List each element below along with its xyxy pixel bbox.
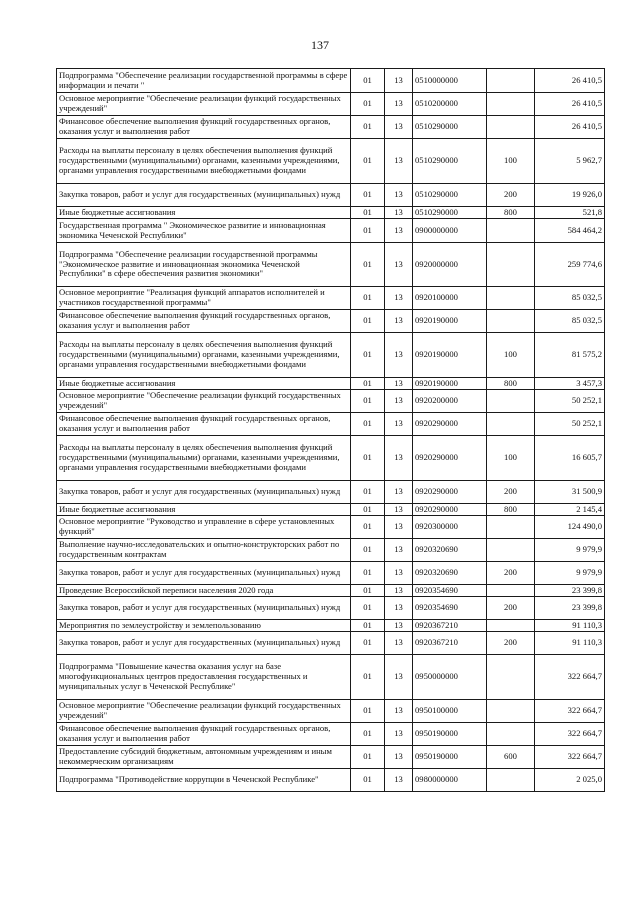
table-row xyxy=(57,287,605,310)
row-section: 01 xyxy=(351,700,385,723)
row-name: Финансовое обеспечение выполнения функций государственных органов, оказания услуг и выполнения работ xyxy=(57,116,351,139)
row-expense-type xyxy=(487,390,535,413)
row-subsection: 13 xyxy=(385,620,413,632)
row-expense-type: 800 xyxy=(487,504,535,516)
row-subsection: 13 xyxy=(385,597,413,620)
row-expense-type xyxy=(487,93,535,116)
table-row xyxy=(57,139,605,184)
row-expense-type xyxy=(487,620,535,632)
row-subsection: 13 xyxy=(385,139,413,184)
row-name: Закупка товаров, работ и услуг для государственных (муниципальных) нужд xyxy=(57,184,351,207)
row-amount: 26 410,5 xyxy=(535,93,605,116)
row-subsection: 13 xyxy=(385,504,413,516)
row-expense-type xyxy=(487,585,535,597)
table-row xyxy=(57,504,605,516)
row-section: 01 xyxy=(351,116,385,139)
table-row xyxy=(57,655,605,700)
row-section: 01 xyxy=(351,516,385,539)
row-name: Закупка товаров, работ и услуг для государственных (муниципальных) нужд xyxy=(57,632,351,655)
row-expense-type xyxy=(487,655,535,700)
row-section: 01 xyxy=(351,184,385,207)
row-target-code: 0920290000 xyxy=(413,436,487,481)
row-name: Предоставление субсидий бюджетным, автономным учреждениям и иным некоммерческим организациям xyxy=(57,746,351,769)
row-amount: 50 252,1 xyxy=(535,390,605,413)
row-subsection: 13 xyxy=(385,481,413,504)
row-subsection: 13 xyxy=(385,93,413,116)
row-subsection: 13 xyxy=(385,310,413,333)
row-target-code: 0920290000 xyxy=(413,504,487,516)
row-section: 01 xyxy=(351,769,385,792)
row-section: 01 xyxy=(351,219,385,243)
row-name: Мероприятия по землеустройству и землепользованию xyxy=(57,620,351,632)
row-amount: 19 926,0 xyxy=(535,184,605,207)
row-target-code: 0510290000 xyxy=(413,207,487,219)
row-section: 01 xyxy=(351,504,385,516)
row-subsection: 13 xyxy=(385,287,413,310)
row-name: Иные бюджетные ассигнования xyxy=(57,378,351,390)
table-row xyxy=(57,539,605,562)
table-row xyxy=(57,243,605,287)
row-amount: 85 032,5 xyxy=(535,287,605,310)
row-section: 01 xyxy=(351,310,385,333)
row-target-code: 0950000000 xyxy=(413,655,487,700)
table-row xyxy=(57,333,605,378)
table-row xyxy=(57,184,605,207)
row-amount: 50 252,1 xyxy=(535,413,605,436)
row-name: Иные бюджетные ассигнования xyxy=(57,207,351,219)
row-section: 01 xyxy=(351,207,385,219)
row-target-code: 0950190000 xyxy=(413,723,487,746)
table-row xyxy=(57,69,605,93)
row-name: Подпрограмма "Противодействие коррупции в Чеченской Республике" xyxy=(57,769,351,792)
row-section: 01 xyxy=(351,390,385,413)
row-target-code: 0920290000 xyxy=(413,481,487,504)
row-target-code: 0920290000 xyxy=(413,413,487,436)
row-name: Иные бюджетные ассигнования xyxy=(57,504,351,516)
table-row xyxy=(57,769,605,792)
row-name: Государственная программа " Экономическое развитие и инновационная экономика Чеченской Республики" xyxy=(57,219,351,243)
row-expense-type xyxy=(487,310,535,333)
budget-table-body xyxy=(57,69,605,792)
table-row xyxy=(57,310,605,333)
row-subsection: 13 xyxy=(385,516,413,539)
row-subsection: 13 xyxy=(385,116,413,139)
row-name: Подпрограмма "Обеспечение реализации государственной программы "Экономическое развитие и инновационная экономика Чеченской Республики" в сфере обеспечения развития экономики" xyxy=(57,243,351,287)
row-section: 01 xyxy=(351,413,385,436)
row-subsection: 13 xyxy=(385,746,413,769)
table-row xyxy=(57,562,605,585)
row-expense-type: 800 xyxy=(487,378,535,390)
row-amount: 259 774,6 xyxy=(535,243,605,287)
row-amount: 85 032,5 xyxy=(535,310,605,333)
row-target-code: 0920190000 xyxy=(413,333,487,378)
row-name: Финансовое обеспечение выполнения функций государственных органов, оказания услуг и выполнения работ xyxy=(57,723,351,746)
row-subsection: 13 xyxy=(385,243,413,287)
row-target-code: 0900000000 xyxy=(413,219,487,243)
row-target-code: 0950100000 xyxy=(413,700,487,723)
row-section: 01 xyxy=(351,723,385,746)
row-amount: 124 490,0 xyxy=(535,516,605,539)
row-target-code: 0920367210 xyxy=(413,620,487,632)
row-target-code: 0920354690 xyxy=(413,597,487,620)
row-target-code: 0950190000 xyxy=(413,746,487,769)
row-expense-type xyxy=(487,69,535,93)
row-subsection: 13 xyxy=(385,585,413,597)
table-row xyxy=(57,700,605,723)
row-amount: 584 464,2 xyxy=(535,219,605,243)
row-section: 01 xyxy=(351,562,385,585)
row-name: Основное мероприятие "Реализация функций аппаратов исполнителей и участников государственной программы" xyxy=(57,287,351,310)
row-expense-type xyxy=(487,516,535,539)
row-name: Основное мероприятие "Руководство и управление в сфере установленных функций" xyxy=(57,516,351,539)
row-name: Подпрограмма "Обеспечение реализации государственной программы в сфере информации и печати " xyxy=(57,69,351,93)
row-section: 01 xyxy=(351,481,385,504)
row-section: 01 xyxy=(351,378,385,390)
row-section: 01 xyxy=(351,539,385,562)
row-expense-type xyxy=(487,219,535,243)
row-amount: 9 979,9 xyxy=(535,562,605,585)
row-expense-type xyxy=(487,700,535,723)
table-row xyxy=(57,390,605,413)
table-row xyxy=(57,723,605,746)
row-target-code: 0510290000 xyxy=(413,139,487,184)
row-amount: 322 664,7 xyxy=(535,655,605,700)
row-expense-type: 200 xyxy=(487,562,535,585)
row-subsection: 13 xyxy=(385,207,413,219)
row-name: Закупка товаров, работ и услуг для государственных (муниципальных) нужд xyxy=(57,481,351,504)
row-amount: 322 664,7 xyxy=(535,700,605,723)
row-section: 01 xyxy=(351,139,385,184)
table-row xyxy=(57,436,605,481)
row-expense-type: 800 xyxy=(487,207,535,219)
budget-table xyxy=(56,68,605,792)
row-subsection: 13 xyxy=(385,333,413,378)
row-section: 01 xyxy=(351,597,385,620)
row-target-code: 0920190000 xyxy=(413,378,487,390)
row-target-code: 0920320690 xyxy=(413,562,487,585)
table-row xyxy=(57,585,605,597)
row-amount: 81 575,2 xyxy=(535,333,605,378)
table-row xyxy=(57,116,605,139)
row-name: Финансовое обеспечение выполнения функций государственных органов, оказания услуг и выполнения работ xyxy=(57,310,351,333)
row-expense-type: 200 xyxy=(487,184,535,207)
row-amount: 16 605,7 xyxy=(535,436,605,481)
row-name: Основное мероприятие "Обеспечение реализации функций государственных учреждений" xyxy=(57,93,351,116)
table-row xyxy=(57,746,605,769)
row-amount: 91 110,3 xyxy=(535,620,605,632)
row-section: 01 xyxy=(351,287,385,310)
row-name: Основное мероприятие "Обеспечение реализации функций государственных учреждений" xyxy=(57,700,351,723)
row-expense-type xyxy=(487,723,535,746)
row-target-code: 0920300000 xyxy=(413,516,487,539)
row-name: Расходы на выплаты персоналу в целях обеспечения выполнения функций государственными (муниципальными) органами, казенными учреждениями, органами управления государственными внебюджетными фондами xyxy=(57,139,351,184)
row-amount: 5 962,7 xyxy=(535,139,605,184)
row-subsection: 13 xyxy=(385,562,413,585)
table-row xyxy=(57,378,605,390)
row-subsection: 13 xyxy=(385,413,413,436)
row-name: Расходы на выплаты персоналу в целях обеспечения выполнения функций государственными (муниципальными) органами, казенными учреждениями, органами управления государственными внебюджетными фондами xyxy=(57,333,351,378)
row-subsection: 13 xyxy=(385,723,413,746)
row-expense-type: 100 xyxy=(487,333,535,378)
row-subsection: 13 xyxy=(385,539,413,562)
row-subsection: 13 xyxy=(385,69,413,93)
row-section: 01 xyxy=(351,585,385,597)
row-target-code: 0510290000 xyxy=(413,116,487,139)
row-expense-type xyxy=(487,413,535,436)
row-subsection: 13 xyxy=(385,700,413,723)
row-target-code: 0510290000 xyxy=(413,184,487,207)
row-subsection: 13 xyxy=(385,436,413,481)
row-expense-type xyxy=(487,287,535,310)
table-row xyxy=(57,516,605,539)
row-amount: 26 410,5 xyxy=(535,69,605,93)
row-subsection: 13 xyxy=(385,655,413,700)
row-section: 01 xyxy=(351,243,385,287)
row-target-code: 0920320690 xyxy=(413,539,487,562)
row-amount: 322 664,7 xyxy=(535,723,605,746)
row-target-code: 0920354690 xyxy=(413,585,487,597)
row-target-code: 0920200000 xyxy=(413,390,487,413)
row-target-code: 0920367210 xyxy=(413,632,487,655)
row-section: 01 xyxy=(351,333,385,378)
row-expense-type: 600 xyxy=(487,746,535,769)
row-section: 01 xyxy=(351,746,385,769)
row-amount: 23 399,8 xyxy=(535,585,605,597)
row-amount: 2 025,0 xyxy=(535,769,605,792)
row-expense-type xyxy=(487,539,535,562)
row-section: 01 xyxy=(351,620,385,632)
row-name: Закупка товаров, работ и услуг для государственных (муниципальных) нужд xyxy=(57,597,351,620)
row-amount: 23 399,8 xyxy=(535,597,605,620)
row-subsection: 13 xyxy=(385,184,413,207)
row-section: 01 xyxy=(351,436,385,481)
row-expense-type: 200 xyxy=(487,632,535,655)
row-target-code: 0920190000 xyxy=(413,310,487,333)
row-amount: 26 410,5 xyxy=(535,116,605,139)
table-row xyxy=(57,207,605,219)
row-expense-type xyxy=(487,116,535,139)
row-target-code: 0510000000 xyxy=(413,69,487,93)
row-expense-type: 200 xyxy=(487,481,535,504)
row-section: 01 xyxy=(351,69,385,93)
row-amount: 3 457,3 xyxy=(535,378,605,390)
row-target-code: 0510200000 xyxy=(413,93,487,116)
table-row xyxy=(57,413,605,436)
row-expense-type: 100 xyxy=(487,139,535,184)
table-row xyxy=(57,93,605,116)
row-name: Закупка товаров, работ и услуг для государственных (муниципальных) нужд xyxy=(57,562,351,585)
row-name: Основное мероприятие "Обеспечение реализации функций государственных учреждений" xyxy=(57,390,351,413)
table-row xyxy=(57,481,605,504)
row-target-code: 0920000000 xyxy=(413,243,487,287)
row-name: Финансовое обеспечение выполнения функций государственных органов, оказания услуг и выполнения работ xyxy=(57,413,351,436)
row-name: Расходы на выплаты персоналу в целях обеспечения выполнения функций государственными (муниципальными) органами, казенными учреждениями, органами управления государственными внебюджетными фондами xyxy=(57,436,351,481)
row-amount: 521,8 xyxy=(535,207,605,219)
row-amount: 2 145,4 xyxy=(535,504,605,516)
row-amount: 91 110,3 xyxy=(535,632,605,655)
row-expense-type xyxy=(487,769,535,792)
row-subsection: 13 xyxy=(385,219,413,243)
row-section: 01 xyxy=(351,632,385,655)
row-subsection: 13 xyxy=(385,632,413,655)
page-number: 137 xyxy=(311,38,329,52)
row-name: Подпрограмма "Повышение качества оказания услуг на базе многофункциональных центров предоставления государственных и муниципальных услуг в Чеченской Республике" xyxy=(57,655,351,700)
row-target-code: 0980000000 xyxy=(413,769,487,792)
table-row xyxy=(57,620,605,632)
row-expense-type: 200 xyxy=(487,597,535,620)
row-section: 01 xyxy=(351,655,385,700)
row-amount: 9 979,9 xyxy=(535,539,605,562)
table-row xyxy=(57,597,605,620)
row-subsection: 13 xyxy=(385,378,413,390)
row-name: Выполнение научно-исследовательских и опытно-конструкторских работ по государственным контрактам xyxy=(57,539,351,562)
row-subsection: 13 xyxy=(385,769,413,792)
row-expense-type xyxy=(487,243,535,287)
row-target-code: 0920100000 xyxy=(413,287,487,310)
row-subsection: 13 xyxy=(385,390,413,413)
row-name: Проведение Всероссийской переписи населения 2020 года xyxy=(57,585,351,597)
row-amount: 31 500,9 xyxy=(535,481,605,504)
row-section: 01 xyxy=(351,93,385,116)
table-row xyxy=(57,219,605,243)
row-amount: 322 664,7 xyxy=(535,746,605,769)
row-expense-type: 100 xyxy=(487,436,535,481)
table-row xyxy=(57,632,605,655)
